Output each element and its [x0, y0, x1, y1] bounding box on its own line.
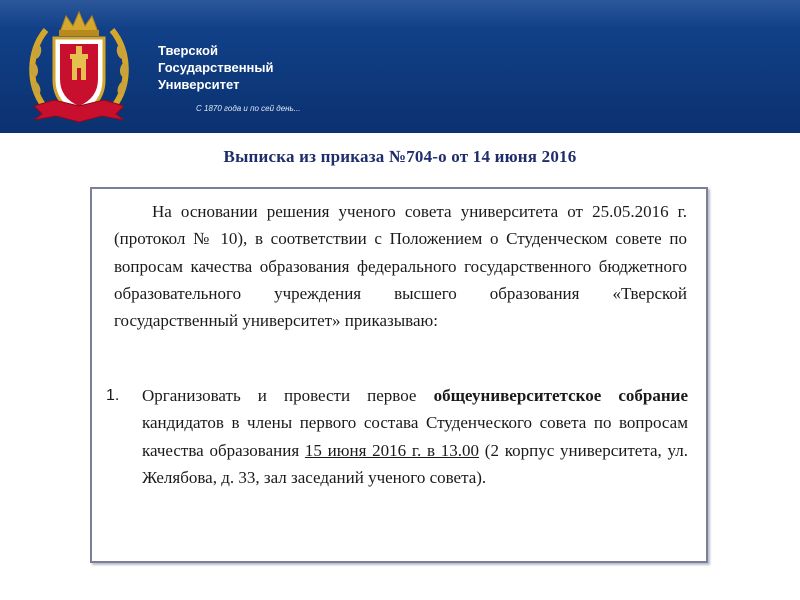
list-item-number: 1.: [106, 387, 120, 404]
list-item-text: [142, 382, 688, 491]
university-coat-of-arms-icon: [24, 6, 134, 128]
list-text-part: Организовать и провести первое: [142, 386, 434, 405]
university-motto: С 1870 года и по сей день...: [196, 104, 301, 113]
university-name-line: Тверской: [158, 43, 218, 58]
document-title: Выписка из приказа №704-о от 14 июня 2016: [223, 147, 577, 166]
header-banner: [0, 0, 800, 133]
order-excerpt-box: [90, 187, 708, 563]
list-text-part: (2 корпус университета, ул. Желябова, д. 33, зал заседаний ученого совета).: [142, 440, 689, 487]
list-underlined-date: 15 июня 2016 г. в 13.00: [304, 440, 480, 460]
order-preamble: [114, 198, 687, 334]
university-name-line: Университет: [158, 77, 240, 92]
order-preamble-text: На основании решения ученого совета университета от 25.05.2016 г. (протокол № 10), в соответствии с Положением о Студенческом совете по вопросам качества образования федерального государственного бюджетного образовательного учреждения высшего образования «Тверской государственный университет» приказываю:: [114, 202, 687, 331]
list-bold-text: общеуниверситетское собрание: [433, 386, 688, 405]
list-text-part: кандидатов в члены первого состава Студенческого совета по вопросам качества образования: [142, 413, 688, 460]
university-name-line: Государственный: [158, 60, 274, 75]
university-name: [158, 42, 274, 93]
